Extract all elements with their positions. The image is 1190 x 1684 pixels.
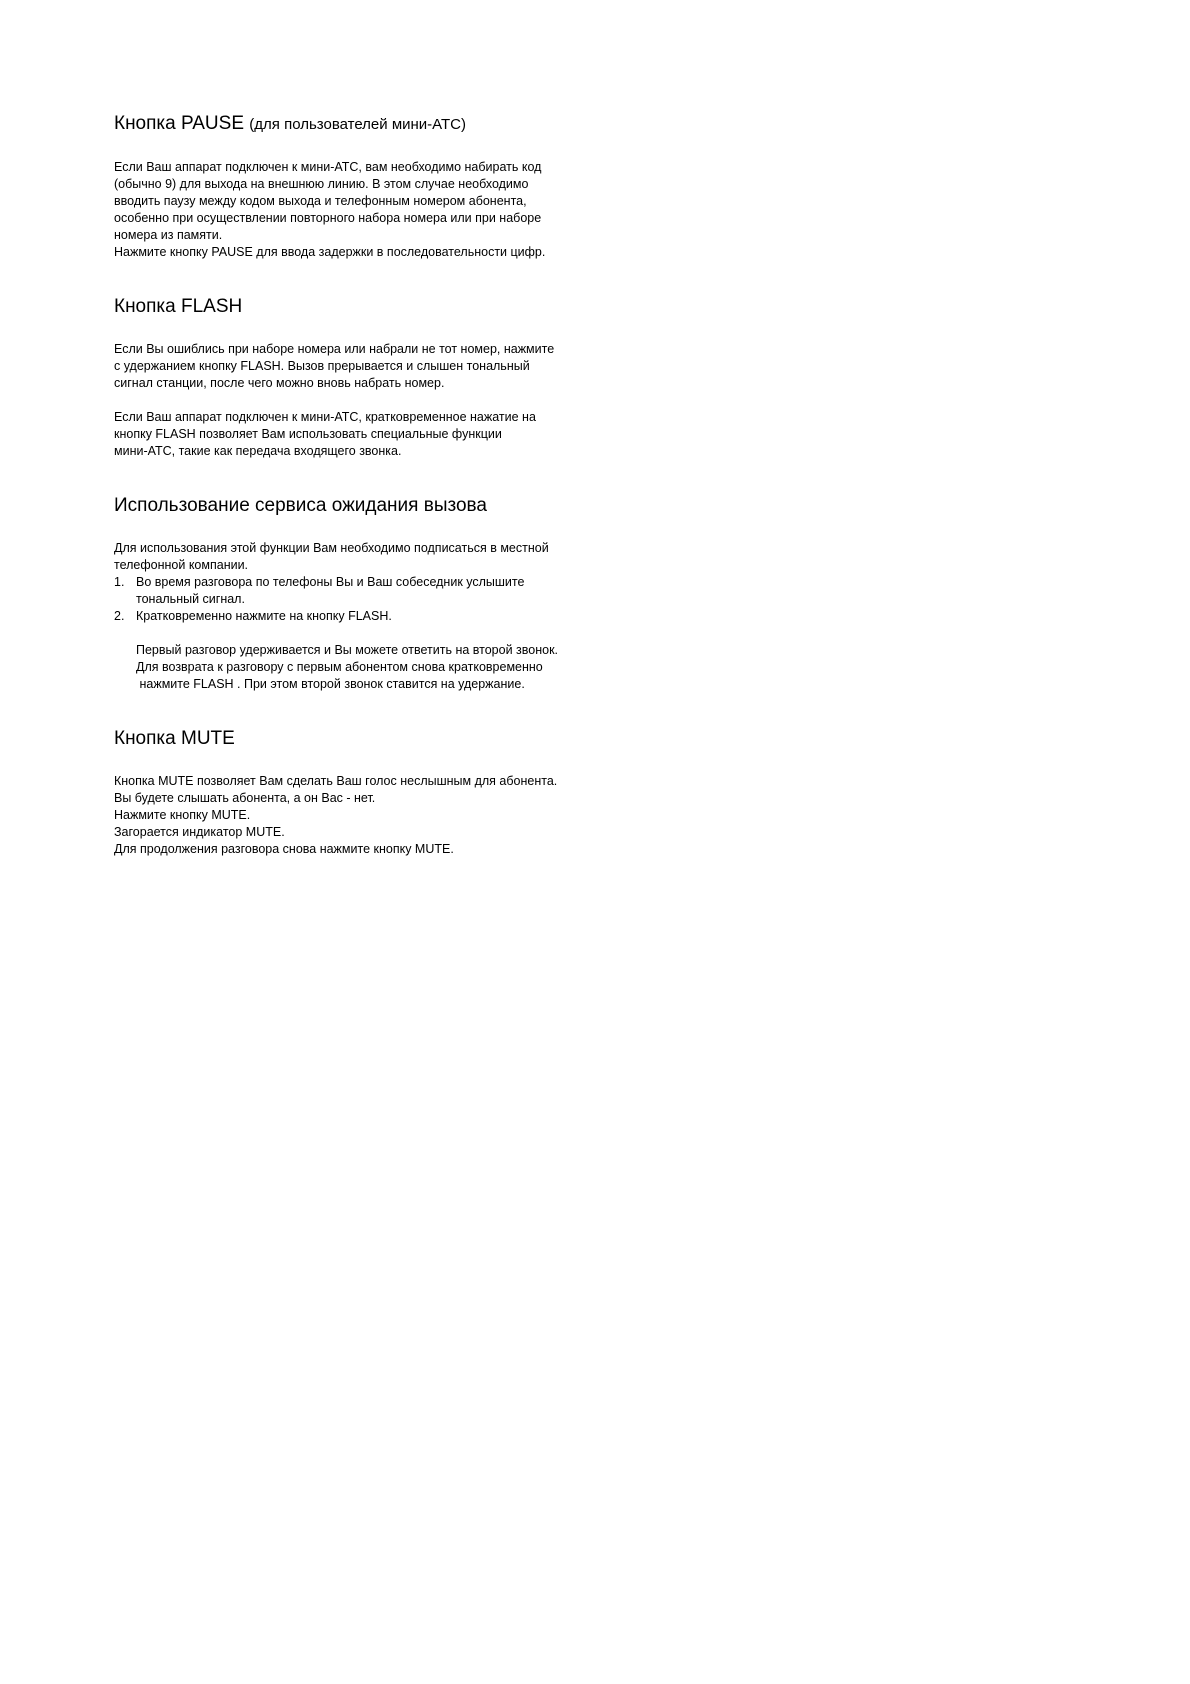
step-body [136, 608, 674, 625]
callwaiting-intro-line: Для использования этой функции Вам необходимо подписаться в местной [114, 541, 549, 555]
mute-line: Нажмите кнопку MUTE. [114, 808, 251, 822]
flash-heading: Кнопка FLASH [114, 296, 243, 317]
pause-section [114, 112, 674, 261]
flash-para2-line: кнопку FLASH позволяет Вам использовать специальные функции [114, 427, 502, 441]
mute-line: Вы будете слышать абонента, а он Вас - нет. [114, 791, 376, 805]
step-line: Во время разговора по телефоны Вы и Ваш собеседник услышите [136, 575, 525, 589]
callwaiting-note-line: Для возврата к разговору с первым абонентом снова кратковременно [136, 660, 543, 674]
callwaiting-steps [114, 574, 674, 625]
flash-section [114, 295, 674, 460]
flash-para1-line: сигнал станции, после чего можно вновь набрать номер. [114, 376, 445, 390]
pause-line: Нажмите кнопку PAUSE для ввода задержки в последовательности цифр. [114, 245, 546, 259]
paragraph-gap [114, 392, 674, 409]
pause-line: Если Ваш аппарат подключен к мини-АТС, вам необходимо набирать код [114, 160, 542, 174]
pause-line: номера из памяти. [114, 228, 223, 242]
callwaiting-intro-line: телефонной компании. [114, 558, 249, 572]
document-content [114, 112, 674, 892]
callwaiting-note-line: нажмите FLASH . При этом второй звонок ставится на удержание. [136, 677, 525, 691]
mute-heading: Кнопка MUTE [114, 728, 235, 749]
callwaiting-step [114, 574, 674, 608]
mute-line: Кнопка MUTE позволяет Вам сделать Ваш голос неслышным для абонента. [114, 774, 558, 788]
paragraph-gap [114, 625, 674, 642]
flash-para1-line: с удержанием кнопку FLASH. Вызов прерывается и слышен тональный [114, 359, 530, 373]
mute-line: Для продолжения разговора снова нажмите кнопку MUTE. [114, 842, 454, 856]
flash-para1-line: Если Вы ошиблись при наборе номера или набрали не тот номер, нажмите [114, 342, 555, 356]
pause-line: (обычно 9) для выхода на внешнюю линию. В этом случае необходимо [114, 177, 529, 191]
step-body [136, 574, 674, 608]
pause-heading [114, 112, 674, 137]
callwaiting-section [114, 494, 674, 693]
mute-section [114, 727, 674, 858]
callwaiting-step [114, 608, 674, 625]
flash-para2-line: мини-АТС, такие как передача входящего звонка. [114, 444, 402, 458]
step-number: 1. [114, 575, 125, 589]
step-line: тональный сигнал. [136, 592, 245, 606]
pause-title-suffix: (для пользователей мини-АТС) [249, 116, 466, 133]
callwaiting-heading: Использование сервиса ожидания вызова [114, 495, 487, 516]
callwaiting-note-line: Первый разговор удерживается и Вы можете ответить на второй звонок. [136, 643, 559, 657]
step-number: 2. [114, 609, 125, 623]
step-line: Кратковременно нажмите на кнопку FLASH. [136, 609, 392, 623]
pause-line: особенно при осуществлении повторного набора номера или при наборе [114, 211, 542, 225]
mute-line: Загорается индикатор MUTE. [114, 825, 285, 839]
pause-line: вводить паузу между кодом выхода и телефонным номером абонента, [114, 194, 527, 208]
pause-title: Кнопка PAUSE [114, 113, 244, 134]
flash-para2-line: Если Ваш аппарат подключен к мини-АТС, кратковременное нажатие на [114, 410, 536, 424]
